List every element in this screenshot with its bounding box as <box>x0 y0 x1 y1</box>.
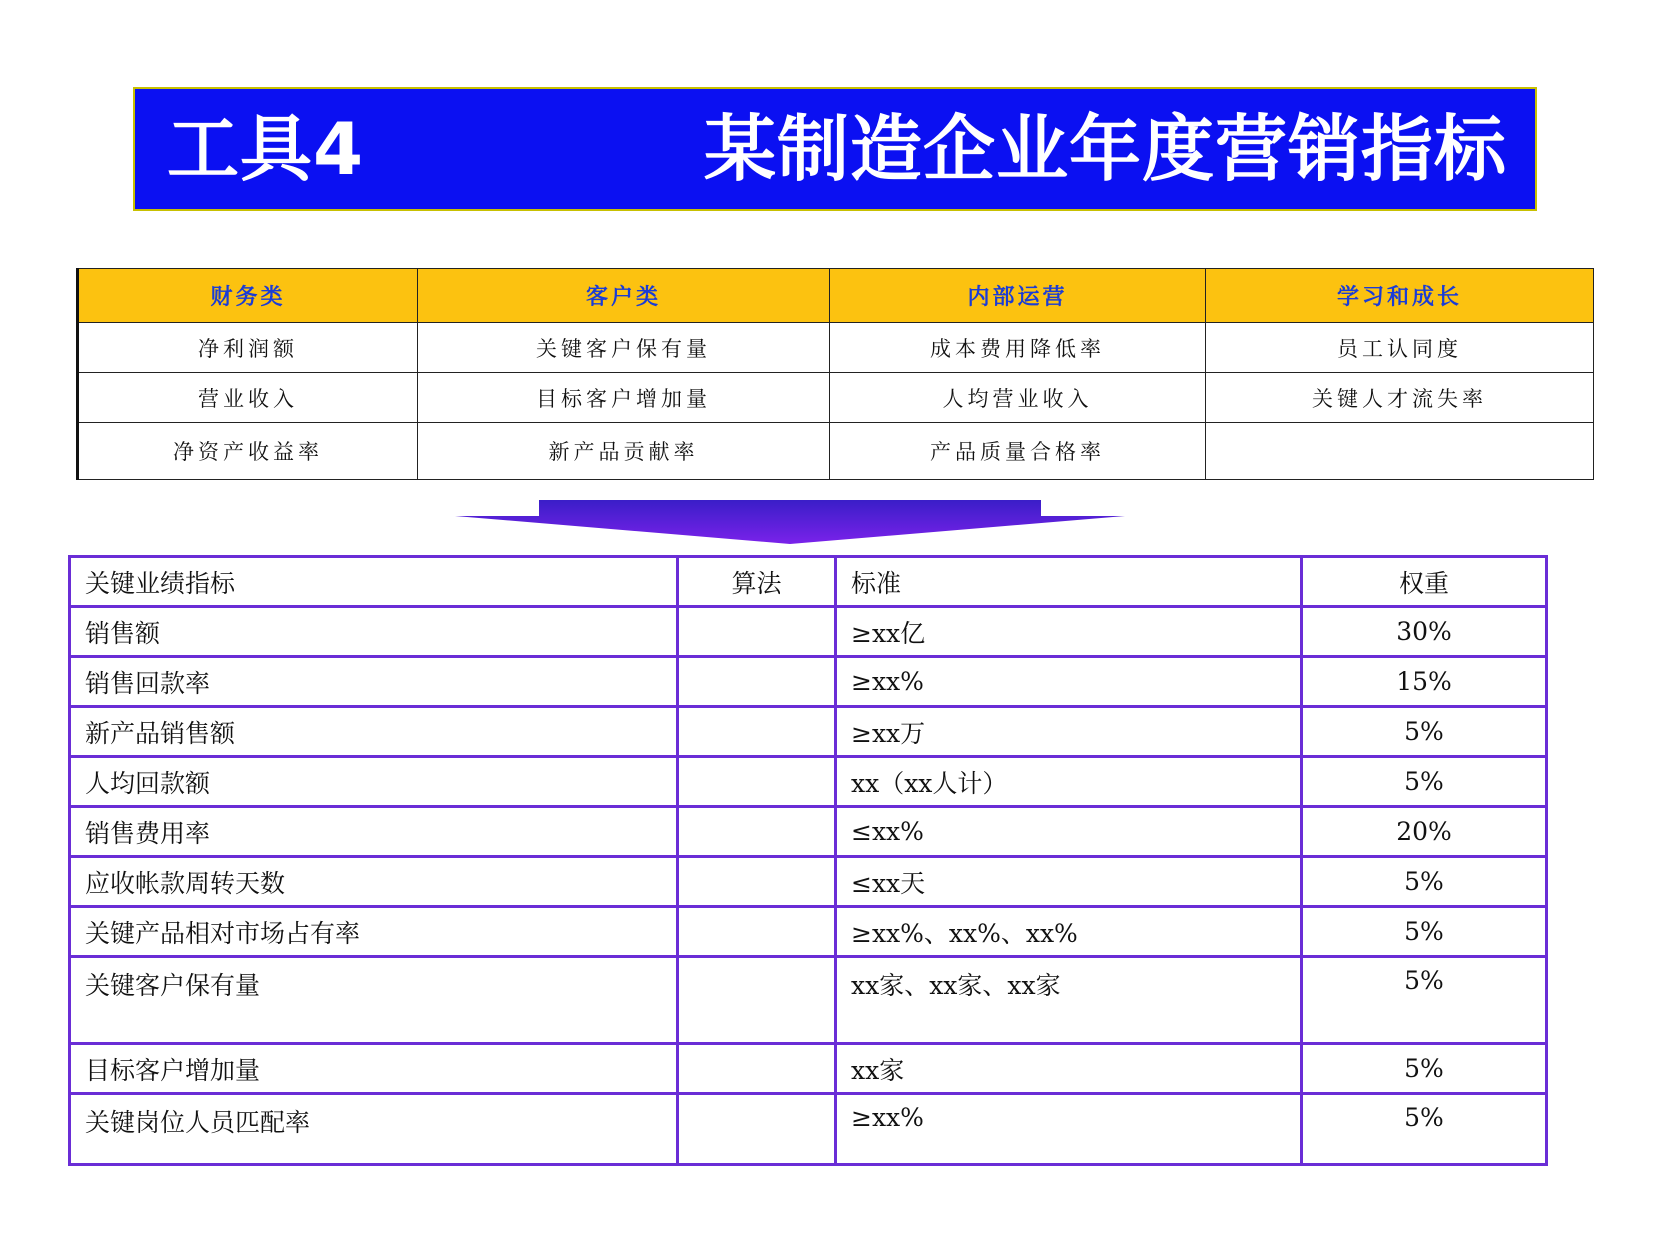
kpi-standard: xx家、xx家、xx家 <box>836 957 1302 1044</box>
kpi-header-indicator: 关键业绩指标 <box>70 557 678 607</box>
category-cell: 人均营业收入 <box>830 373 1206 423</box>
kpi-algorithm <box>678 1094 836 1165</box>
kpi-row <box>70 1094 1547 1165</box>
category-header-learning: 学习和成长 <box>1206 269 1594 323</box>
kpi-row <box>70 607 1547 657</box>
kpi-indicator: 销售费用率 <box>70 807 678 857</box>
kpi-weight: 5% <box>1302 757 1547 807</box>
category-header-row <box>78 269 1594 323</box>
down-arrow-icon <box>455 500 1125 544</box>
kpi-standard: ≥xx万 <box>836 707 1302 757</box>
kpi-indicator: 应收帐款周转天数 <box>70 857 678 907</box>
kpi-indicator: 关键岗位人员匹配率 <box>70 1094 678 1165</box>
category-row <box>78 373 1594 423</box>
kpi-algorithm <box>678 807 836 857</box>
category-cell: 目标客户增加量 <box>418 373 830 423</box>
kpi-weight: 5% <box>1302 707 1547 757</box>
kpi-weight: 5% <box>1302 857 1547 907</box>
kpi-weight: 20% <box>1302 807 1547 857</box>
category-cell: 关键人才流失率 <box>1206 373 1594 423</box>
title-banner <box>133 87 1537 211</box>
kpi-algorithm <box>678 1044 836 1094</box>
kpi-header-row <box>70 557 1547 607</box>
kpi-weight: 15% <box>1302 657 1547 707</box>
kpi-algorithm <box>678 707 836 757</box>
kpi-row <box>70 1044 1547 1094</box>
kpi-standard: xx家 <box>836 1044 1302 1094</box>
kpi-standard: ≥xx% <box>836 1094 1302 1165</box>
kpi-indicator: 关键产品相对市场占有率 <box>70 907 678 957</box>
kpi-row <box>70 957 1547 1044</box>
category-row <box>78 423 1594 480</box>
kpi-algorithm <box>678 757 836 807</box>
kpi-row <box>70 657 1547 707</box>
kpi-weight: 30% <box>1302 607 1547 657</box>
kpi-row <box>70 757 1547 807</box>
kpi-indicator: 销售回款率 <box>70 657 678 707</box>
kpi-weight: 5% <box>1302 1044 1547 1094</box>
kpi-weight: 5% <box>1302 957 1547 1044</box>
kpi-indicator: 关键客户保有量 <box>70 957 678 1044</box>
kpi-standard: ≥xx%、xx%、xx% <box>836 907 1302 957</box>
kpi-table <box>68 555 1548 1166</box>
kpi-standard: ≥xx亿 <box>836 607 1302 657</box>
kpi-header-algorithm: 算法 <box>678 557 836 607</box>
kpi-indicator: 销售额 <box>70 607 678 657</box>
kpi-standard: ≤xx天 <box>836 857 1302 907</box>
category-cell <box>1206 423 1594 480</box>
page-title: 某制造企业年度营销指标 <box>703 107 1507 191</box>
category-cell: 净利润额 <box>78 323 418 373</box>
category-header-customer: 客户类 <box>418 269 830 323</box>
kpi-algorithm <box>678 907 836 957</box>
kpi-header-standard: 标准 <box>836 557 1302 607</box>
category-header-internal: 内部运营 <box>830 269 1206 323</box>
kpi-row <box>70 807 1547 857</box>
kpi-standard: ≤xx% <box>836 807 1302 857</box>
kpi-indicator: 新产品销售额 <box>70 707 678 757</box>
kpi-standard: xx（xx人计） <box>836 757 1302 807</box>
kpi-algorithm <box>678 607 836 657</box>
category-cell: 关键客户保有量 <box>418 323 830 373</box>
kpi-algorithm <box>678 657 836 707</box>
kpi-weight: 5% <box>1302 907 1547 957</box>
kpi-row <box>70 857 1547 907</box>
category-cell: 成本费用降低率 <box>830 323 1206 373</box>
category-cell: 新产品贡献率 <box>418 423 830 480</box>
kpi-indicator: 人均回款额 <box>70 757 678 807</box>
category-cell: 净资产收益率 <box>78 423 418 480</box>
category-cell: 产品质量合格率 <box>830 423 1206 480</box>
category-table <box>76 268 1594 480</box>
tool-label: 工具4 <box>167 107 365 191</box>
kpi-header-weight: 权重 <box>1302 557 1547 607</box>
category-cell: 营业收入 <box>78 373 418 423</box>
kpi-standard: ≥xx% <box>836 657 1302 707</box>
kpi-algorithm <box>678 857 836 907</box>
kpi-row <box>70 707 1547 757</box>
category-cell: 员工认同度 <box>1206 323 1594 373</box>
kpi-weight: 5% <box>1302 1094 1547 1165</box>
kpi-algorithm <box>678 957 836 1044</box>
category-header-finance: 财务类 <box>78 269 418 323</box>
kpi-row <box>70 907 1547 957</box>
kpi-indicator: 目标客户增加量 <box>70 1044 678 1094</box>
category-row <box>78 323 1594 373</box>
